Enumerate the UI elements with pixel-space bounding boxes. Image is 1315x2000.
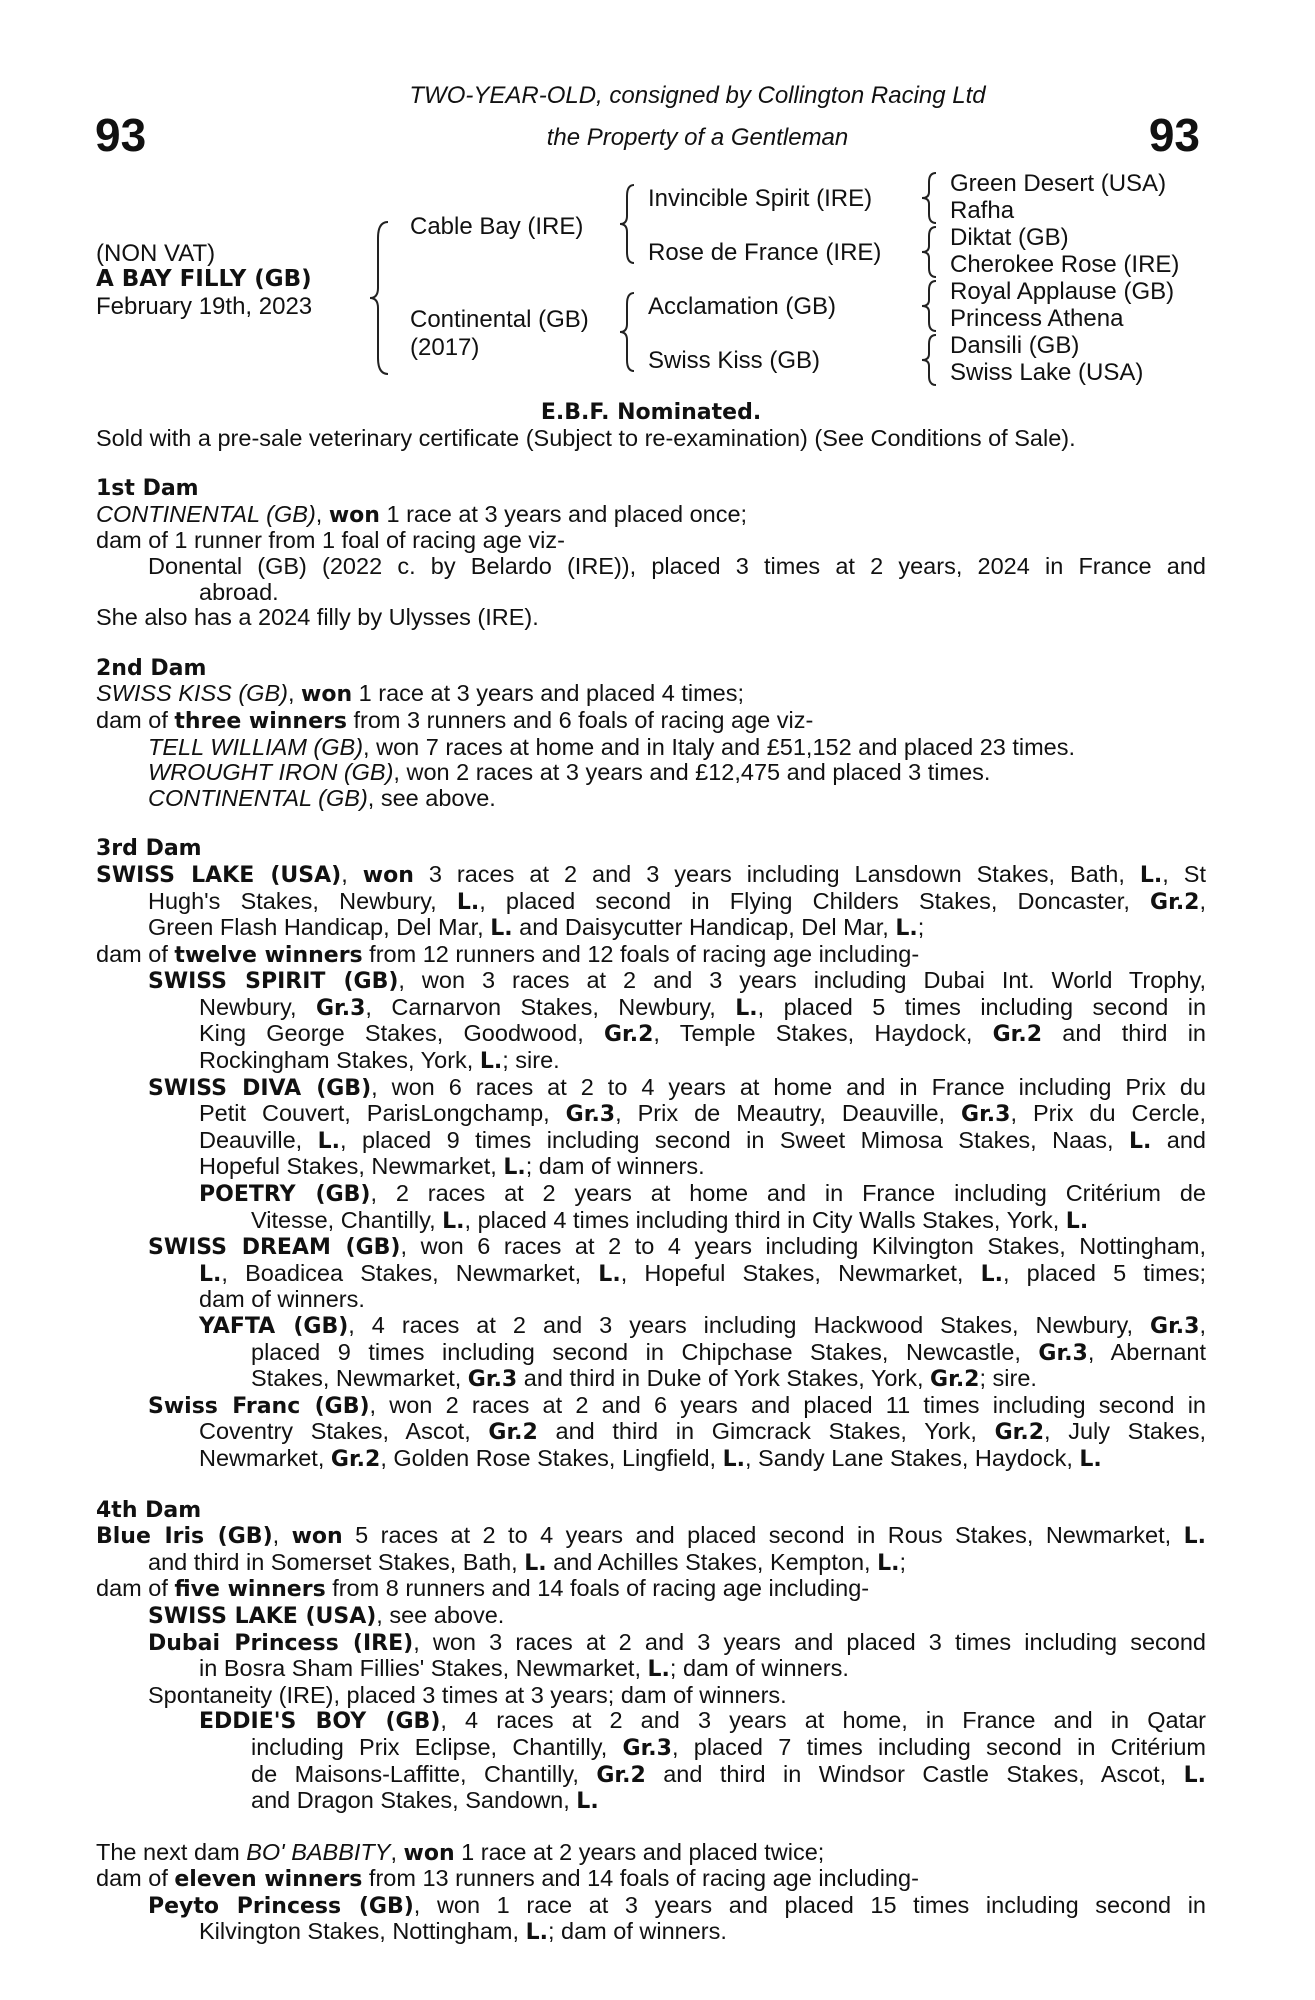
dubai-princess-2: in Bosra Sham Fillies' Stakes, Newmarket, L.; dam of winners. <box>199 1655 849 1683</box>
swiss-franc-1: Swiss Franc (GB), won 2 races at 2 and 6 years and placed 11 times including second in <box>148 1391 1206 1419</box>
first-dam-also: She also has a 2024 filly by Ulysses (IRE). <box>96 604 539 631</box>
second-dam-progeny-1: TELL WILLIAM (GB), won 7 races at home and in Italy and £51,152 and placed 23 times. <box>148 733 1076 760</box>
swiss-spirit-4: Rockingham Stakes, York, L.; sire. <box>199 1047 560 1075</box>
swiss-diva-1: SWISS DIVA (GB), won 6 races at 2 to 4 years at home and in France including Prix du <box>148 1073 1206 1101</box>
first-dam-progeny-1-cont: abroad. <box>199 578 279 605</box>
swiss-dream-2: L., Boadicea Stakes, Newmarket, L., Hopeful Stakes, Newmarket, L., placed 5 times; <box>199 1259 1206 1287</box>
ggp-brace-3 <box>920 278 940 334</box>
ggp-3: Diktat (GB) <box>950 224 1069 251</box>
dam-dam: Swiss Kiss (GB) <box>648 347 821 374</box>
spontaneity: Spontaneity (IRE), placed 3 times at 3 years; dam of winners. <box>148 1681 787 1708</box>
yafta-1: YAFTA (GB), 4 races at 2 and 3 years including Hackwood Stakes, Newbury, Gr.3, <box>199 1312 1206 1339</box>
dam-brace <box>618 290 638 374</box>
swiss-diva-4: Hopeful Stakes, Newmarket, L.; dam of winners. <box>199 1153 705 1181</box>
consignor-line: TWO-YEAR-OLD, consigned by Collington Racing Ltd <box>409 82 986 109</box>
ggp-brace-1 <box>920 170 940 226</box>
third-dam-record-3: Green Flash Handicap, Del Mar, L. and Daisycutter Handicap, Del Mar, L.; <box>148 914 925 942</box>
fourth-dam-title: 4th Dam <box>96 1497 202 1523</box>
second-dam-progeny-3: CONTINENTAL (GB), see above. <box>148 784 496 811</box>
ggp-8: Swiss Lake (USA) <box>950 359 1144 386</box>
ggp-7: Dansili (GB) <box>950 332 1080 359</box>
first-dam-record: CONTINENTAL (GB), won 1 race at 3 years and placed once; <box>96 500 748 528</box>
ggp-5: Royal Applause (GB) <box>950 278 1175 305</box>
dam: Continental (GB) <box>410 306 589 333</box>
fourth-dam-record-1: Blue Iris (GB), won 5 races at 2 to 4 years and placed second in Rous Stakes, Newmarket, L. <box>96 1522 1206 1550</box>
yafta-2: placed 9 times including second in Chipchase Stakes, Newcastle, Gr.3, Abernant <box>251 1338 1206 1366</box>
ggp-brace-2 <box>920 224 940 280</box>
eddies-boy-3: de Maisons-Laffitte, Chantilly, Gr.2 and third in Windsor Castle Stakes, Ascot, L. <box>251 1760 1206 1788</box>
sire-dam: Rose de France (IRE) <box>648 239 882 266</box>
eddies-boy-4: and Dragon Stakes, Sandown, L. <box>251 1787 599 1815</box>
yafta-3: Stakes, Newmarket, Gr.3 and third in Duke of York Stakes, York, Gr.2; sire. <box>251 1365 1037 1393</box>
ggp-brace-4 <box>920 332 940 388</box>
first-dam-produce: dam of 1 runner from 1 foal of racing age viz- <box>96 527 565 554</box>
dam-sire: Acclamation (GB) <box>648 293 837 320</box>
peyto-princess-2: Kilvington Stakes, Nottingham, L.; dam of winners. <box>199 1918 727 1946</box>
horse-name: A BAY FILLY (GB) <box>96 266 312 292</box>
foaling-date: February 19th, 2023 <box>96 293 313 320</box>
eddies-boy-2: including Prix Eclipse, Chantilly, Gr.3, placed 7 times including second in Critérium <box>251 1733 1206 1761</box>
swiss-dream-3: dam of winners. <box>199 1286 365 1313</box>
ggp-1: Green Desert (USA) <box>950 170 1167 197</box>
ggp-2: Rafha <box>950 197 1015 224</box>
sire-brace <box>618 182 638 266</box>
lot-number-left: 93 <box>95 109 147 161</box>
swiss-diva-2: Petit Couvert, ParisLongchamp, Gr.3, Prix de Meautry, Deauville, Gr.3, Prix du Cercle, <box>199 1100 1206 1128</box>
main-brace <box>368 218 392 378</box>
fourth-dam-progeny-1: SWISS LAKE (USA), see above. <box>148 1601 505 1629</box>
third-dam-record-2: Hugh's Stakes, Newbury, L., placed second in Flying Childers Stakes, Doncaster, Gr.2, <box>148 887 1207 915</box>
second-dam-title: 2nd Dam <box>96 655 207 681</box>
swiss-franc-2: Coventry Stakes, Ascot, Gr.2 and third in Gimcrack Stakes, York, Gr.2, July Stakes, <box>199 1418 1207 1446</box>
ebf-nomination: E.B.F. Nominated. <box>540 400 762 425</box>
poetry-1: POETRY (GB), 2 races at 2 years at home and in France including Critérium de <box>199 1180 1206 1208</box>
first-dam-title: 1st Dam <box>96 476 199 502</box>
swiss-spirit-2: Newbury, Gr.3, Carnarvon Stakes, Newbury, L., placed 5 times including second in <box>199 993 1207 1021</box>
second-dam-produce: dam of three winners from 3 runners and 6 foals of racing age viz- <box>96 706 814 734</box>
swiss-dream-1: SWISS DREAM (GB), won 6 races at 2 to 4 years including Kilvington Stakes, Nottingham, <box>148 1233 1206 1261</box>
dam-year: (2017) <box>410 334 480 361</box>
ggp-4: Cherokee Rose (IRE) <box>950 251 1180 278</box>
catalogue-body <box>96 400 1206 1946</box>
next-dam-record: The next dam BO' BABBITY, won 1 race at 2 years and placed twice; <box>96 1838 825 1866</box>
ggp-6: Princess Athena <box>950 305 1124 332</box>
third-dam-produce: dam of twelve winners from 12 runners and 12 foals of racing age including- <box>96 940 920 968</box>
second-dam-progeny-2: WROUGHT IRON (GB), won 2 races at 3 years and £12,475 and placed 3 times. <box>148 759 991 786</box>
vet-note: Sold with a pre-sale veterinary certificate (Subject to re-examination) (See Conditions of Sale). <box>96 424 1076 451</box>
second-dam-record: SWISS KISS (GB), won 1 race at 3 years and placed 4 times; <box>96 680 745 708</box>
sire: Cable Bay (IRE) <box>410 213 584 240</box>
vat-status: (NON VAT) <box>96 240 216 267</box>
third-dam-title: 3rd Dam <box>96 836 202 862</box>
eddies-boy-1: EDDIE'S BOY (GB), 4 races at 2 and 3 years at home, in France and in Qatar <box>199 1707 1207 1735</box>
next-dam-produce: dam of eleven winners from 13 runners and 14 foals of racing age including- <box>96 1865 919 1893</box>
swiss-franc-3: Newmarket, Gr.2, Golden Rose Stakes, Lingfield, L., Sandy Lane Stakes, Haydock, L. <box>199 1444 1102 1472</box>
fourth-dam-record-2: and third in Somerset Stakes, Bath, L. and Achilles Stakes, Kempton, L.; <box>148 1548 907 1576</box>
swiss-diva-3: Deauville, L., placed 9 times including second in Sweet Mimosa Stakes, Naas, L. and <box>199 1126 1206 1154</box>
lot-number-right: 93 <box>1148 109 1200 161</box>
first-dam-progeny-1: Donental (GB) (2022 c. by Belardo (IRE)), placed 3 times at 2 years, 2024 in France and <box>148 552 1206 579</box>
fourth-dam-produce: dam of five winners from 8 runners and 14 foals of racing age including- <box>96 1575 870 1603</box>
peyto-princess-1: Peyto Princess (GB), won 1 race at 3 years and placed 15 times including second in <box>148 1891 1206 1919</box>
third-dam-record-1: SWISS LAKE (USA), won 3 races at 2 and 3 years including Lansdown Stakes, Bath, L., St <box>96 860 1207 888</box>
sire-sire: Invincible Spirit (IRE) <box>648 185 873 212</box>
property-line: the Property of a Gentleman <box>546 124 849 151</box>
dubai-princess-1: Dubai Princess (IRE), won 3 races at 2 and 3 years and placed 3 times including second <box>148 1628 1206 1656</box>
swiss-spirit-1: SWISS SPIRIT (GB), won 3 races at 2 and 3 years including Dubai Int. World Trophy, <box>148 967 1206 995</box>
swiss-spirit-3: King George Stakes, Goodwood, Gr.2, Temple Stakes, Haydock, Gr.2 and third in <box>199 1020 1207 1048</box>
poetry-2: Vitesse, Chantilly, L., placed 4 times including third in City Walls Stakes, York, L. <box>251 1206 1089 1234</box>
